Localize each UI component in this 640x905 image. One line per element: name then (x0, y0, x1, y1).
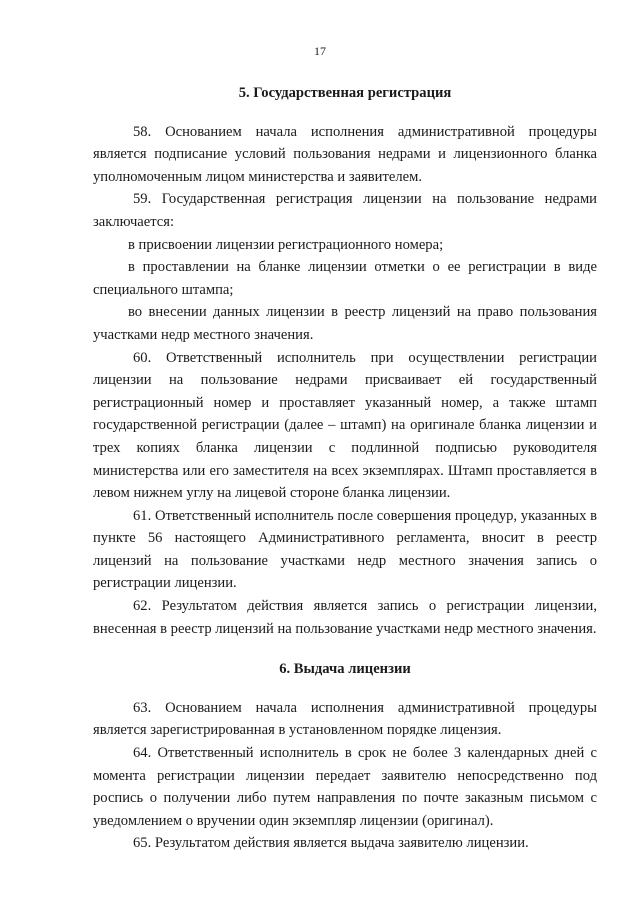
section-heading-state-registration: 5. Государственная регистрация (238, 85, 452, 101)
paragraph-63: 63. Основанием начала исполнения административной процедуры является зарегистрированная в установленном порядке лицензия. (93, 699, 597, 739)
paragraph-62: 62. Результатом действия является запись о регистрации лицензии, внесенная в реестр лицензий на пользование участками недр местного значения. (93, 598, 597, 637)
document-body (93, 82, 597, 855)
page-number: 17 (314, 44, 326, 58)
paragraph-60: 60. Ответственный исполнитель при осуществлении регистрации лицензии на пользование недрами присваивает ей государственный регистрационный номер и проставляет указанный номер, а также штамп государственной регистрации (далее – штамп) на оригинале бланка лицензии и трех копиях бланка лицензии с подлинной подписью руководителя министерства или его заместителя на всех экземплярах. Штамп проставляется в левом нижнем углу на лицевой стороне бланка лицензии. (93, 349, 597, 502)
paragraph-64: 64. Ответственный исполнитель в срок не более 3 календарных дней с момента регистрации лицензии передает заявителю непосредственно под роспись о получении либо путем направления по почте заказным письмом с уведомлением о вручении один экземпляр лицензии (оригинал). (93, 745, 597, 829)
paragraph-65: 65. Результатом действия является выдача заявителю лицензии. (133, 835, 529, 852)
list-item-registry-entry: во внесении данных лицензии в реестр лицензий на право пользования участками недр местного значения. (93, 304, 597, 343)
list-item-stamp-mark: в проставлении на бланке лицензии отметки о ее регистрации в виде специального штампа; (93, 259, 597, 298)
list-item-number-assignment: в присвоении лицензии регистрационного номера; (128, 236, 444, 253)
paragraph-61: 61. Ответственный исполнитель после совершения процедур, указанных в пункте 56 настоящего Административного регламента, вносит в реестр лицензий на пользование участками недр местного значения запись о регистрации лицензии. (93, 507, 597, 592)
paragraph-58: 58. Основанием начала исполнения административной процедуры является подписание условий пользования недрами и лицензионного бланка уполномоченным лицом министерства и заявителем. (93, 123, 597, 185)
section-heading-license-issuance: 6. Выдача лицензии (279, 661, 411, 678)
paragraph-59: 59. Государственная регистрация лицензии на пользование недрами заключается: (93, 191, 597, 230)
